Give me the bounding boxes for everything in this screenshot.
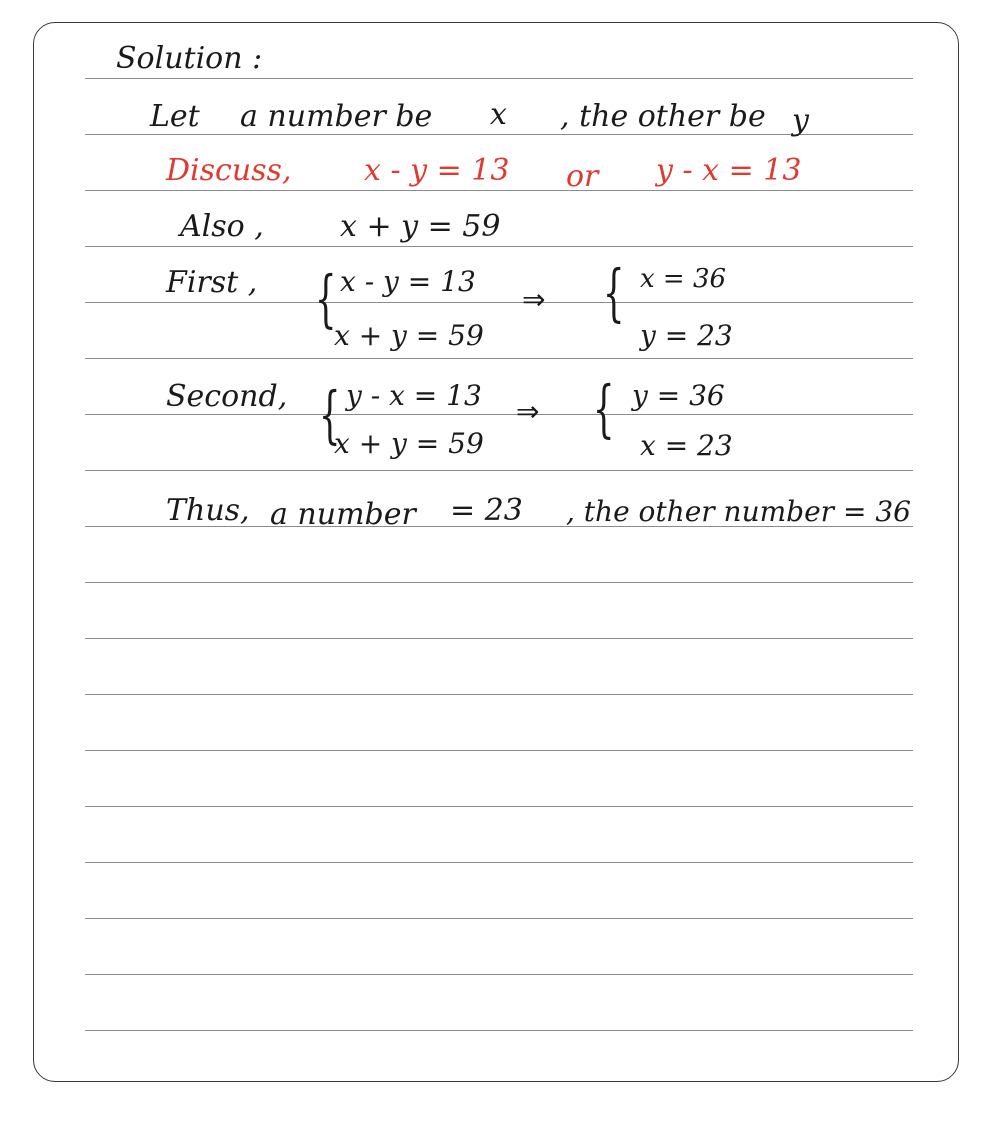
conclusion-thus: Thus, [166, 493, 250, 528]
ruled-line [85, 1030, 913, 1031]
conclusion-value: = 23 [450, 493, 523, 528]
intro-var-y: y [792, 103, 809, 138]
ruled-line [85, 134, 913, 135]
discuss-eq2: y - x = 13 [656, 153, 802, 188]
discuss-label: Discuss, [166, 153, 292, 188]
second-right-brace: { [592, 372, 615, 445]
also-eq: x + y = 59 [340, 209, 501, 244]
intro-var-x: x [490, 97, 507, 132]
first-left-brace: { [314, 262, 337, 335]
second-implies-arrow: ⇒ [516, 395, 540, 428]
second-sys-eq1: y - x = 13 [346, 379, 482, 412]
intro-let: Let [150, 99, 200, 134]
ruled-line [85, 918, 913, 919]
intro-other: , the other be [560, 99, 766, 134]
second-sys-eq2: x + y = 59 [334, 427, 484, 460]
ruled-line [85, 974, 913, 975]
ruled-line [85, 470, 913, 471]
second-left-brace: { [318, 378, 341, 451]
conclusion-other: , the other number = 36 [566, 495, 911, 528]
first-result-1: x = 36 [640, 264, 727, 294]
ruled-line [85, 638, 913, 639]
conclusion-a-number: a number [270, 497, 416, 532]
ruled-line [85, 862, 913, 863]
discuss-or: or [566, 159, 599, 194]
first-sys-eq2: x + y = 59 [334, 319, 484, 352]
first-label: First , [166, 265, 258, 300]
discuss-eq1: x - y = 13 [364, 153, 510, 188]
intro-a-number: a number be [240, 99, 433, 134]
ruled-line [85, 414, 913, 415]
ruled-line [85, 582, 913, 583]
ruled-line [85, 78, 913, 79]
solution-heading: Solution : [116, 41, 263, 76]
ruled-line [85, 750, 913, 751]
also-label: Also , [180, 209, 264, 244]
first-right-brace: { [602, 256, 625, 329]
ruled-line [85, 246, 913, 247]
ruled-line [85, 358, 913, 359]
first-result-2: y = 23 [640, 319, 733, 352]
ruled-line [85, 806, 913, 807]
second-result-1: y = 36 [632, 379, 725, 412]
ruled-line [85, 694, 913, 695]
first-implies-arrow: ⇒ [522, 283, 546, 316]
ruled-line [85, 190, 913, 191]
ruled-line [85, 302, 913, 303]
second-result-2: x = 23 [640, 429, 733, 462]
second-label: Second, [166, 379, 288, 414]
first-sys-eq1: x - y = 13 [340, 265, 476, 298]
